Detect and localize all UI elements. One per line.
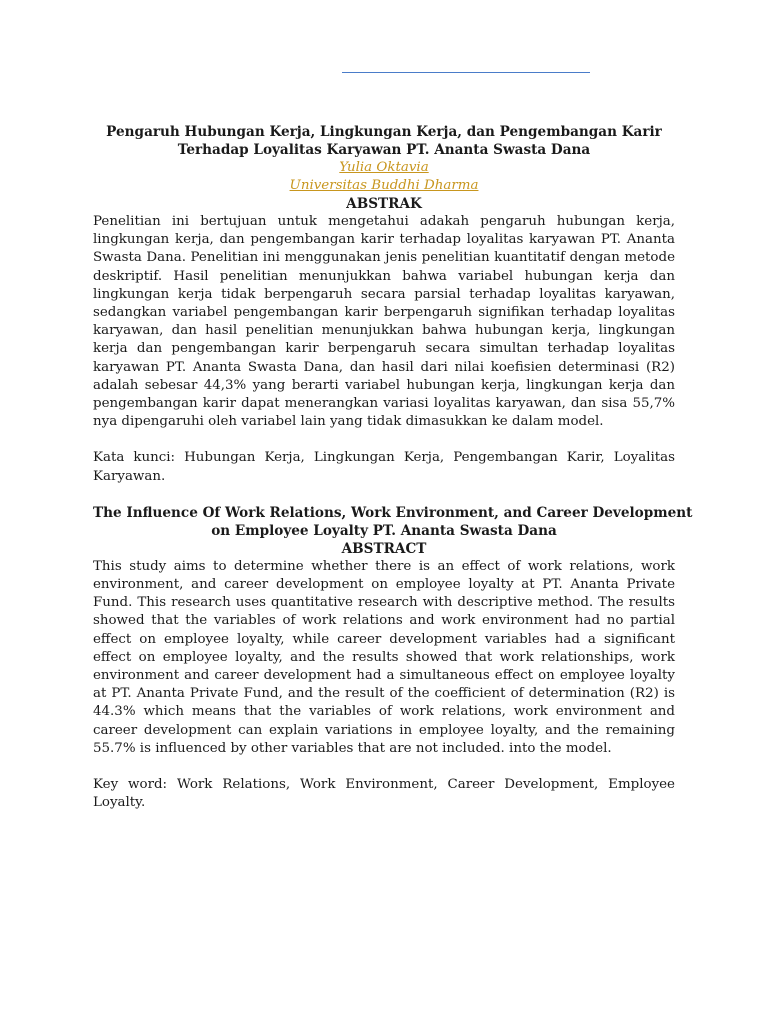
- author-name[interactable]: Yulia Oktavia: [339, 160, 429, 175]
- english-title: [93, 504, 693, 540]
- indonesian-title: [93, 123, 675, 159]
- abstrak-heading: ABSTRAK: [346, 196, 422, 212]
- header-rule: [342, 72, 590, 73]
- english-title-line-1: The Influence Of Work Relations, Work Environment, and Career Development: [93, 504, 693, 521]
- abstract-body: This study aims to determine whether there is an effect of work relations, work environment, and career development on employee loyalty at PT. Ananta Private Fund. This research uses quantitative research with descriptive method. The results showed that the variables of work relations and work environment had no partial effect on employee loyalty, while career development variables had a significant effect on employee loyalty, and the results showed that work relationships, work environment and career development had a simultaneous effect on employee loyalty at PT. Ananta Private Fund, and the result of the coefficient of determination (R2) is 44.3% which means that the variables of work relations, work environment and career development can explain variations in employee loyalty, and the remaining 55.7% is influenced by other variables that are not included. into the model.: [93, 558, 675, 756]
- spacer: [93, 758, 675, 776]
- abstract-heading: ABSTRACT: [341, 540, 427, 557]
- indonesian-title-line-2: Terhadap Loyalitas Karyawan PT. Ananta Swasta Dana: [177, 142, 591, 158]
- author-affiliation[interactable]: Universitas Buddhi Dharma: [289, 178, 479, 193]
- indonesian-title-line-1: Pengaruh Hubungan Kerja, Lingkungan Kerja, dan Pengembangan Karir: [106, 124, 662, 140]
- spacer: [93, 431, 675, 449]
- key-word: Key word: Work Relations, Work Environment, Career Development, Employee Loyalty.: [93, 777, 675, 811]
- english-title-line-2: on Employee Loyalty PT. Ananta Swasta Dana: [211, 522, 557, 539]
- kata-kunci: Kata kunci: Hubungan Kerja, Lingkungan Kerja, Pengembangan Karir, Loyalitas Karyawan.: [93, 450, 675, 484]
- abstrak-body: Penelitian ini bertujuan untuk mengetahui adakah pengaruh hubungan kerja, lingkungan kerja, dan pengembangan karir terhadap loyalitas karyawan PT. Ananta Swasta Dana. Penelitian ini menggunakan jenis penelitian kuantitatif dengan metode deskriptif. Hasil penelitian menunjukkan bahwa variabel hubungan kerja dan lingkungan kerja tidak berpengaruh secara parsial terhadap loyalitas karyawan, sedangkan variabel pengembangan karir berpengaruh signifikan terhadap loyalitas karyawan, dan hasil penelitian menunjukkan bahwa hubungan kerja, lingkungan kerja dan pengembangan karir berpengaruh secara simultan terhadap loyalitas karyawan PT. Ananta Swasta Dana, dan hasil dari nilai koefisien determinasi (R2) adalah sebesar 44,3% yang berarti variabel hubungan kerja, lingkungan kerja dan pengembangan karir dapat menerangkan variasi loyalitas karyawan, dan sisa 55,7% nya dipengaruhi oleh variabel lain yang tidak dimasukkan ke dalam model.: [93, 214, 675, 430]
- paper-page: [93, 123, 693, 812]
- spacer: [93, 486, 675, 504]
